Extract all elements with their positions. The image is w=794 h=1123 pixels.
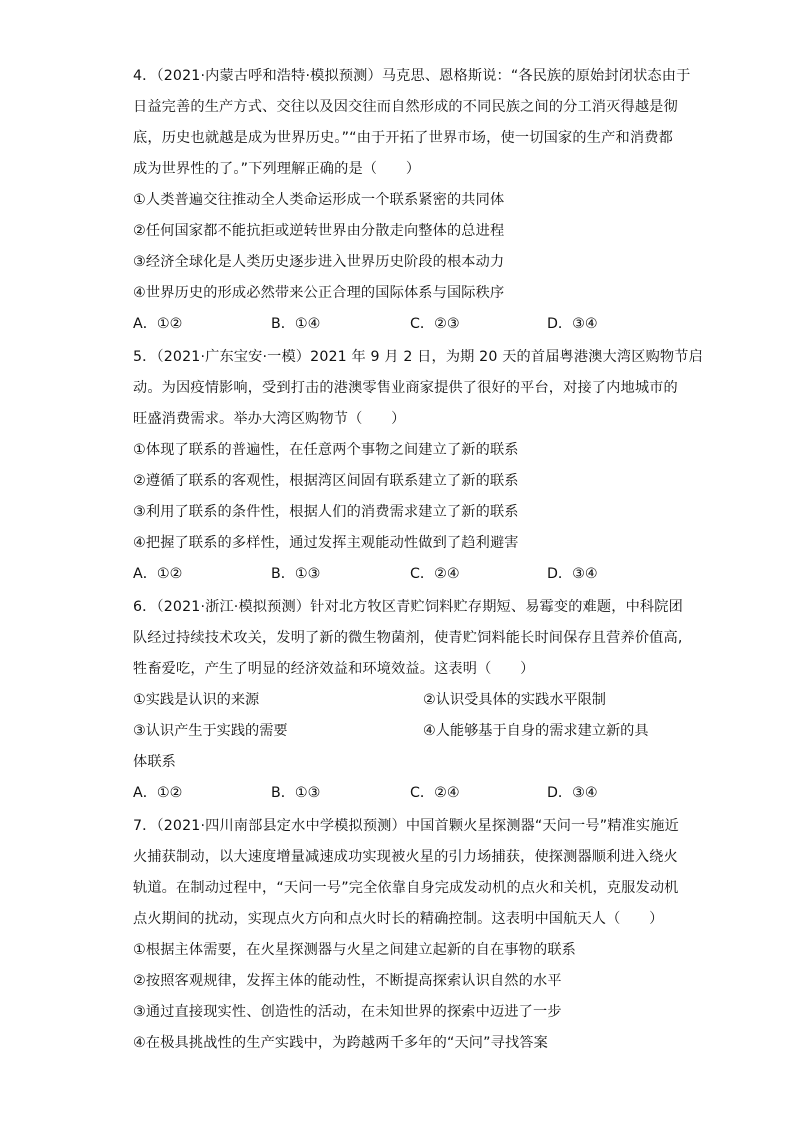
stem-line: 牲畜爱吃，产生了明显的经济效益和环境效益。这表明（ ）: [133, 661, 535, 677]
stem-line: 轨道。在制动过程中，“天问一号”完全依靠自身完成发动机的点火和关机，克服发动机: [133, 880, 679, 896]
option-d[interactable]: D．③④: [547, 785, 598, 801]
stem-line: 火捕获制动，以大速度增量减速成功实现被火星的引力场捕获，使探测器顺利进入绕火: [133, 849, 678, 865]
statement-1: ①体现了联系的普遍性，在任意两个事物之间建立了新的联系: [133, 442, 519, 458]
stem-line: 日益完善的生产方式、交往以及因交往而自然形成的不同民族之间的分工消灭得越是彻: [133, 99, 678, 115]
question-6: [133, 592, 683, 809]
stem-line: 动。为因疫情影响，受到打击的港澳零售业商家提供了很好的平台，对接了内地城市的: [133, 380, 678, 396]
stem-line: 旺盛消费需求。举办大湾区购物节（ ）: [133, 411, 406, 427]
statement-3: ③利用了联系的条件性，根据人们的消费需求建立了新的联系: [133, 504, 519, 520]
statement-4: ④在极具挑战性的生产实践中，为跨越两千多年的“天问”寻找答案: [133, 1035, 548, 1051]
question-5: [133, 342, 703, 590]
answer-options: [133, 559, 673, 590]
statement-4: ④把握了联系的多样性，通过发挥主观能动性做到了趋利避害: [133, 535, 519, 551]
option-b[interactable]: B．①④: [271, 316, 321, 332]
question-6-stem: [133, 592, 683, 685]
statement-2: ②任何国家都不能抗拒或逆转世界由分散走向整体的总进程: [133, 223, 505, 239]
stem-line: 底，历史也就越是成为世界历史。”“由于开拓了世界市场，使一切国家的生产和消费都: [133, 130, 673, 146]
stem-line: 成为世界性的了。”下列理解正确的是（ ）: [133, 161, 421, 177]
statement-1: ①实践是认识的来源: [133, 692, 260, 708]
option-d[interactable]: D．③④: [547, 566, 598, 582]
statement-3: ③通过直接现实性、创造性的活动，在未知世界的探索中迈进了一步: [133, 1004, 562, 1020]
option-d[interactable]: D．③④: [547, 316, 598, 332]
statement-3: ③认识产生于实践的需要: [133, 723, 288, 739]
statement-4: ④世界历史的形成必然带来公正合理的国际体系与国际秩序: [133, 285, 505, 301]
option-c[interactable]: C．②④: [410, 785, 460, 801]
stem-line: 4．（2021·内蒙古呼和浩特·模拟预测）马克思、恩格斯说：“各民族的原始封闭状态由于: [133, 68, 691, 84]
statement-2: ②认识受具体的实践水平限制: [423, 692, 606, 708]
question-4: [133, 61, 691, 340]
option-b[interactable]: B．①③: [271, 566, 321, 582]
statement-2: ②按照客观规律，发挥主体的能动性，不断提高探索认识自然的水平: [133, 973, 562, 989]
option-c[interactable]: C．②④: [410, 566, 460, 582]
stem-line: 队经过持续技术攻关，发明了新的微生物菌剂，使青贮饲料能长时间保存且营养价值高,: [133, 630, 683, 646]
option-b[interactable]: B．①③: [271, 785, 321, 801]
question-7-stem: [133, 811, 679, 935]
option-a[interactable]: A．①②: [133, 566, 183, 582]
statement-row: [133, 716, 673, 747]
question-5-stem: [133, 342, 703, 435]
stem-line: 6．（2021·浙江·模拟预测）针对北方牧区青贮饲料贮存期短、易霉变的难题，中科院团: [133, 599, 683, 615]
option-a[interactable]: A．①②: [133, 785, 183, 801]
stem-line: 点火期间的扰动，实现点火方向和点火时长的精确控制。这表明中国航天人（ ）: [133, 911, 664, 927]
statement-row: [133, 685, 673, 716]
statement-2: ②遵循了联系的客观性，根据湾区间固有联系建立了新的联系: [133, 473, 519, 489]
statement-1: ①根据主体需要，在火星探测器与火星之间建立起新的自在事物的联系: [133, 942, 576, 958]
statement-1: ①人类普遍交往推动全人类命运形成一个联系紧密的共同体: [133, 192, 505, 208]
question-4-stem: [133, 61, 691, 185]
option-c[interactable]: C．②③: [410, 316, 460, 332]
statement-4-continued: 体联系: [133, 754, 177, 770]
answer-options: [133, 778, 673, 809]
option-a[interactable]: A．①②: [133, 316, 183, 332]
statement-4: ④人能够基于自身的需求建立新的具: [423, 723, 649, 739]
stem-line: 5．（2021·广东宝安·一模）2021 年 9 月 2 日，为期 20 天的首届粤港澳大湾区购物节启: [133, 349, 703, 365]
answer-options: [133, 309, 673, 340]
stem-line: 7．（2021·四川南部县定水中学模拟预测）中国首颗火星探测器“天问一号”精准实施近: [133, 818, 679, 834]
statement-3: ③经济全球化是人类历史逐步进入世界历史阶段的根本动力: [133, 254, 505, 270]
question-7: [133, 811, 679, 1059]
